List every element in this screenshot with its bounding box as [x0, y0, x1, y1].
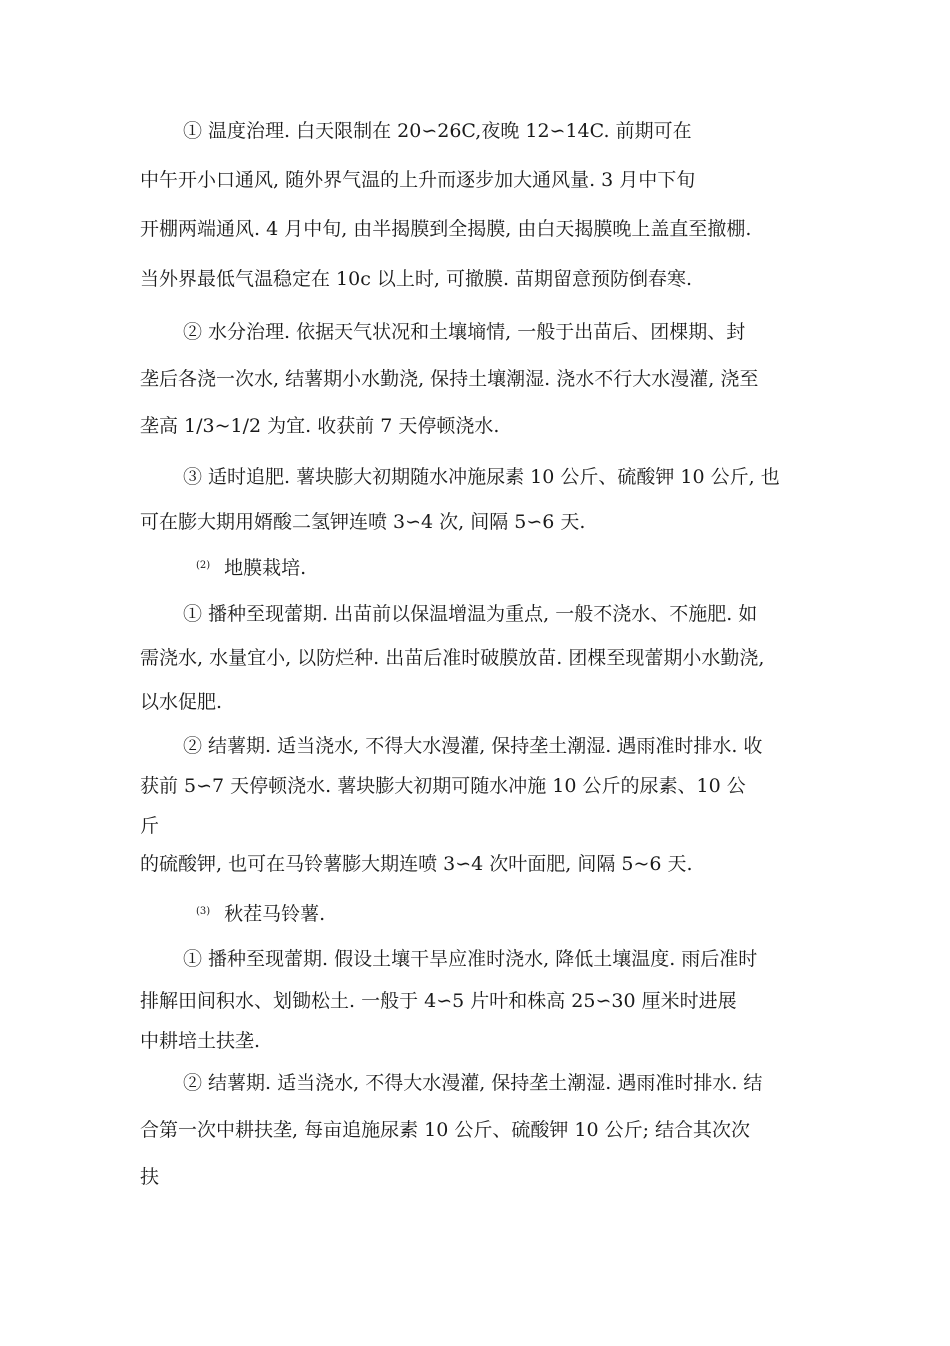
text-line: 需浇水, 水量宜小, 以防烂种. 出苗后准时破膜放苗. 团棵至现蕾期小水勤浇, [140, 647, 765, 669]
section-title: 秋茬马铃薯. [224, 903, 326, 925]
text-line: 当外界最低气温稳定在 10c 以上时, 可撤膜. 苗期留意预防倒春寒. [140, 268, 693, 290]
text-line: ① 播种至现蕾期. 出苗前以保温增温为重点, 一般不浇水、不施肥. 如 [183, 603, 758, 625]
text-line: 可在膨大期用婿酸二氢钾连喷 3∽4 次, 间隔 5∽6 天. [140, 511, 586, 533]
section-number: (3) [196, 906, 211, 917]
text-line: 合第一次中耕扶垄, 每亩追施尿素 10 公斤、硫酸钾 10 公斤; 结合其次次 [140, 1119, 751, 1141]
text-line: 排解田间积水、划锄松土. 一般于 4∽5 片叶和株高 25∽30 厘米时进展 [140, 990, 737, 1012]
text-line: ③ 适时追肥. 薯块膨大初期随水冲施尿素 10 公斤、硫酸钾 10 公斤, 也 [183, 466, 780, 488]
text-line: 扶 [140, 1166, 160, 1188]
text-line: 开棚两端通风. 4 月中旬, 由半揭膜到全揭膜, 由白天揭膜晚上盖直至撤棚. [140, 218, 752, 240]
section-number: (2) [196, 560, 211, 571]
text-line: 垄高 1/3~1/2 为宜. 收获前 7 天停顿浇水. [140, 415, 500, 437]
text-line: ② 结薯期. 适当浇水, 不得大水漫灌, 保持垄土潮湿. 遇雨准时排水. 结 [183, 1072, 763, 1094]
text-line: ② 水分治理. 依据天气状况和土壤墒情, 一般于出苗后、团棵期、封 [183, 321, 746, 343]
section-title: 地膜栽培. [224, 557, 307, 579]
text-line: 中午开小口通风, 随外界气温的上升而逐步加大通风量. 3 月中下旬 [140, 169, 696, 191]
text-line: 中耕培土扶垄. [140, 1030, 261, 1052]
text-line: 斤 [140, 815, 160, 837]
text-line: 以水促肥. [140, 691, 223, 713]
text-line: 获前 5∽7 天停顿浇水. 薯块膨大初期可随水冲施 10 公斤的尿素、10 公 [140, 775, 746, 797]
section-heading [196, 553, 306, 581]
section-heading [196, 899, 325, 927]
text-line: ① 温度治理. 白天限制在 20∽26C,夜晚 12∽14C. 前期可在 [183, 120, 692, 142]
text-line: ② 结薯期. 适当浇水, 不得大水漫灌, 保持垄土潮湿. 遇雨准时排水. 收 [183, 735, 763, 757]
text-line: 垄后各浇一次水, 结薯期小水勤浇, 保持土壤潮湿. 浇水不行大水漫灌, 浇至 [140, 368, 759, 390]
text-line: 的硫酸钾, 也可在马铃薯膨大期连喷 3∽4 次叶面肥, 间隔 5~6 天. [140, 853, 693, 875]
text-line: ① 播种至现蕾期. 假设土壤干旱应准时浇水, 降低土壤温度. 雨后准时 [183, 948, 758, 970]
